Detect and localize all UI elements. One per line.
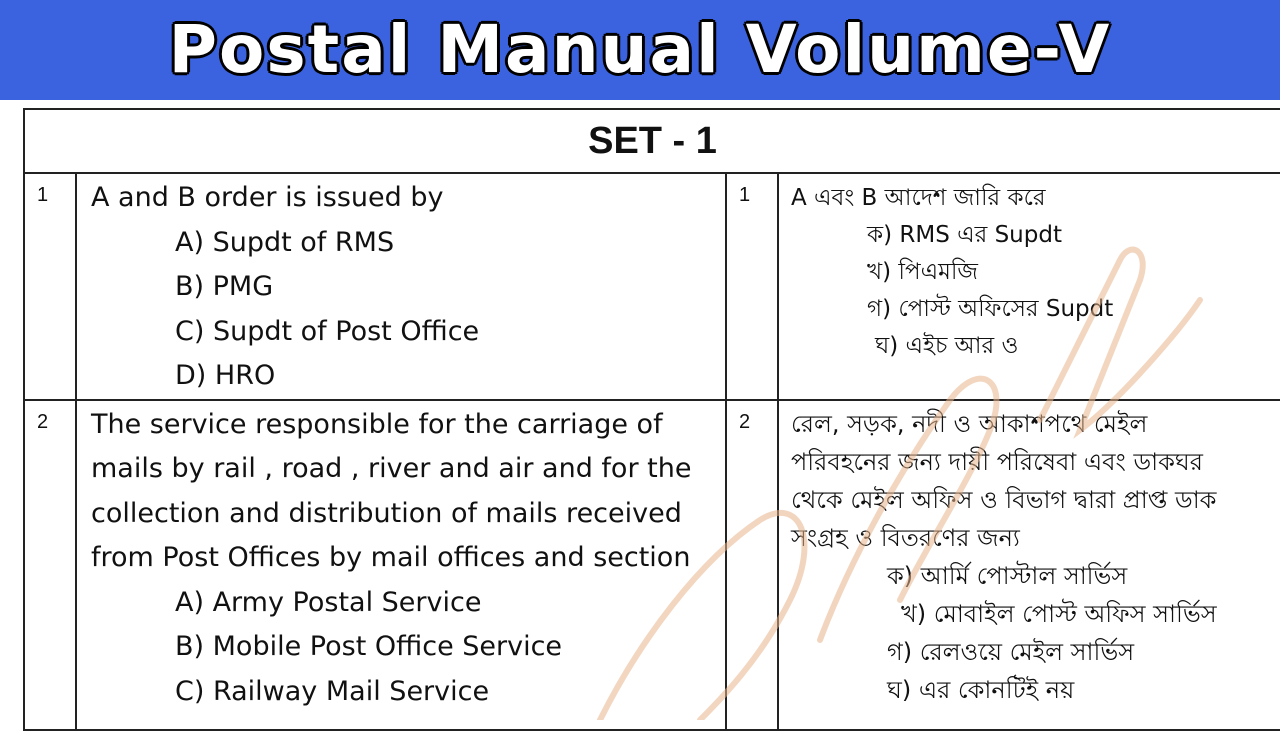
question-number: 1: [24, 173, 76, 400]
question-english: [76, 173, 726, 400]
question-line-bengali: সংগ্রহ ও বিতরণের জন্য: [791, 523, 1020, 552]
title-banner: [0, 0, 1280, 100]
option-kha: খ) পিএমজি: [867, 259, 979, 285]
question-row-1: [24, 173, 1280, 400]
option-gha: ঘ) এইচ আর ও: [875, 333, 1019, 359]
set-label: SET - 1: [24, 109, 1280, 173]
question-text-bengali: A এবং B আদেশ জারি করে: [791, 185, 1046, 211]
option-ga: গ) রেলওয়ে মেইল সার্ভিস: [887, 637, 1135, 666]
option-gha: ঘ) এর কোনটিই নয়: [887, 675, 1075, 704]
option-c: C) Railway Mail Service: [175, 675, 490, 707]
option-kha: খ) মোবাইল পোস্ট অফিস সার্ভিস: [901, 599, 1217, 628]
option-c: C) Supdt of Post Office: [175, 315, 480, 347]
question-text: A and B order is issued by: [91, 182, 444, 213]
option-ka: ক) আর্মি পোস্টাল সার্ভিস: [887, 561, 1128, 590]
option-b: B) Mobile Post Office Service: [175, 631, 563, 662]
question-number: 2: [24, 400, 76, 730]
option-b: B) PMG: [175, 271, 274, 302]
option-a: A) Supdt of RMS: [175, 226, 395, 258]
question-line-bengali: রেল, সড়ক, নদী ও আকাশপথে মেইল: [791, 409, 1148, 438]
option-a: A) Army Postal Service: [175, 586, 482, 618]
question-bengali: [778, 173, 1280, 400]
question-line: The service responsible for the carriage of: [91, 408, 663, 440]
page-title: Postal Manual Volume-V: [168, 11, 1112, 88]
option-d: D) HRO: [175, 360, 276, 391]
set-header-row: [24, 109, 1280, 173]
option-ka: ক) RMS এর Supdt: [867, 222, 1062, 248]
question-number-bengali: 2: [726, 400, 778, 730]
question-sheet: [0, 100, 1280, 720]
question-line-bengali: পরিবহনের জন্য দায়ী পরিষেবা এবং ডাকঘর: [791, 447, 1203, 476]
option-ga: গ) পোস্ট অফিসের Supdt: [867, 296, 1114, 322]
question-row-2: [24, 400, 1280, 730]
question-line: mails by rail , road , river and air and for the: [91, 453, 692, 484]
question-line-bengali: থেকে মেইল অফিস ও বিভাগ দ্বারা প্রাপ্ত ডাক: [791, 485, 1217, 514]
question-english: [76, 400, 726, 730]
question-bengali: [778, 400, 1280, 730]
question-line: from Post Offices by mail offices and section: [91, 542, 691, 573]
question-line: collection and distribution of mails received: [91, 497, 682, 529]
question-number-bengali: 1: [726, 173, 778, 400]
question-table: [23, 108, 1280, 731]
